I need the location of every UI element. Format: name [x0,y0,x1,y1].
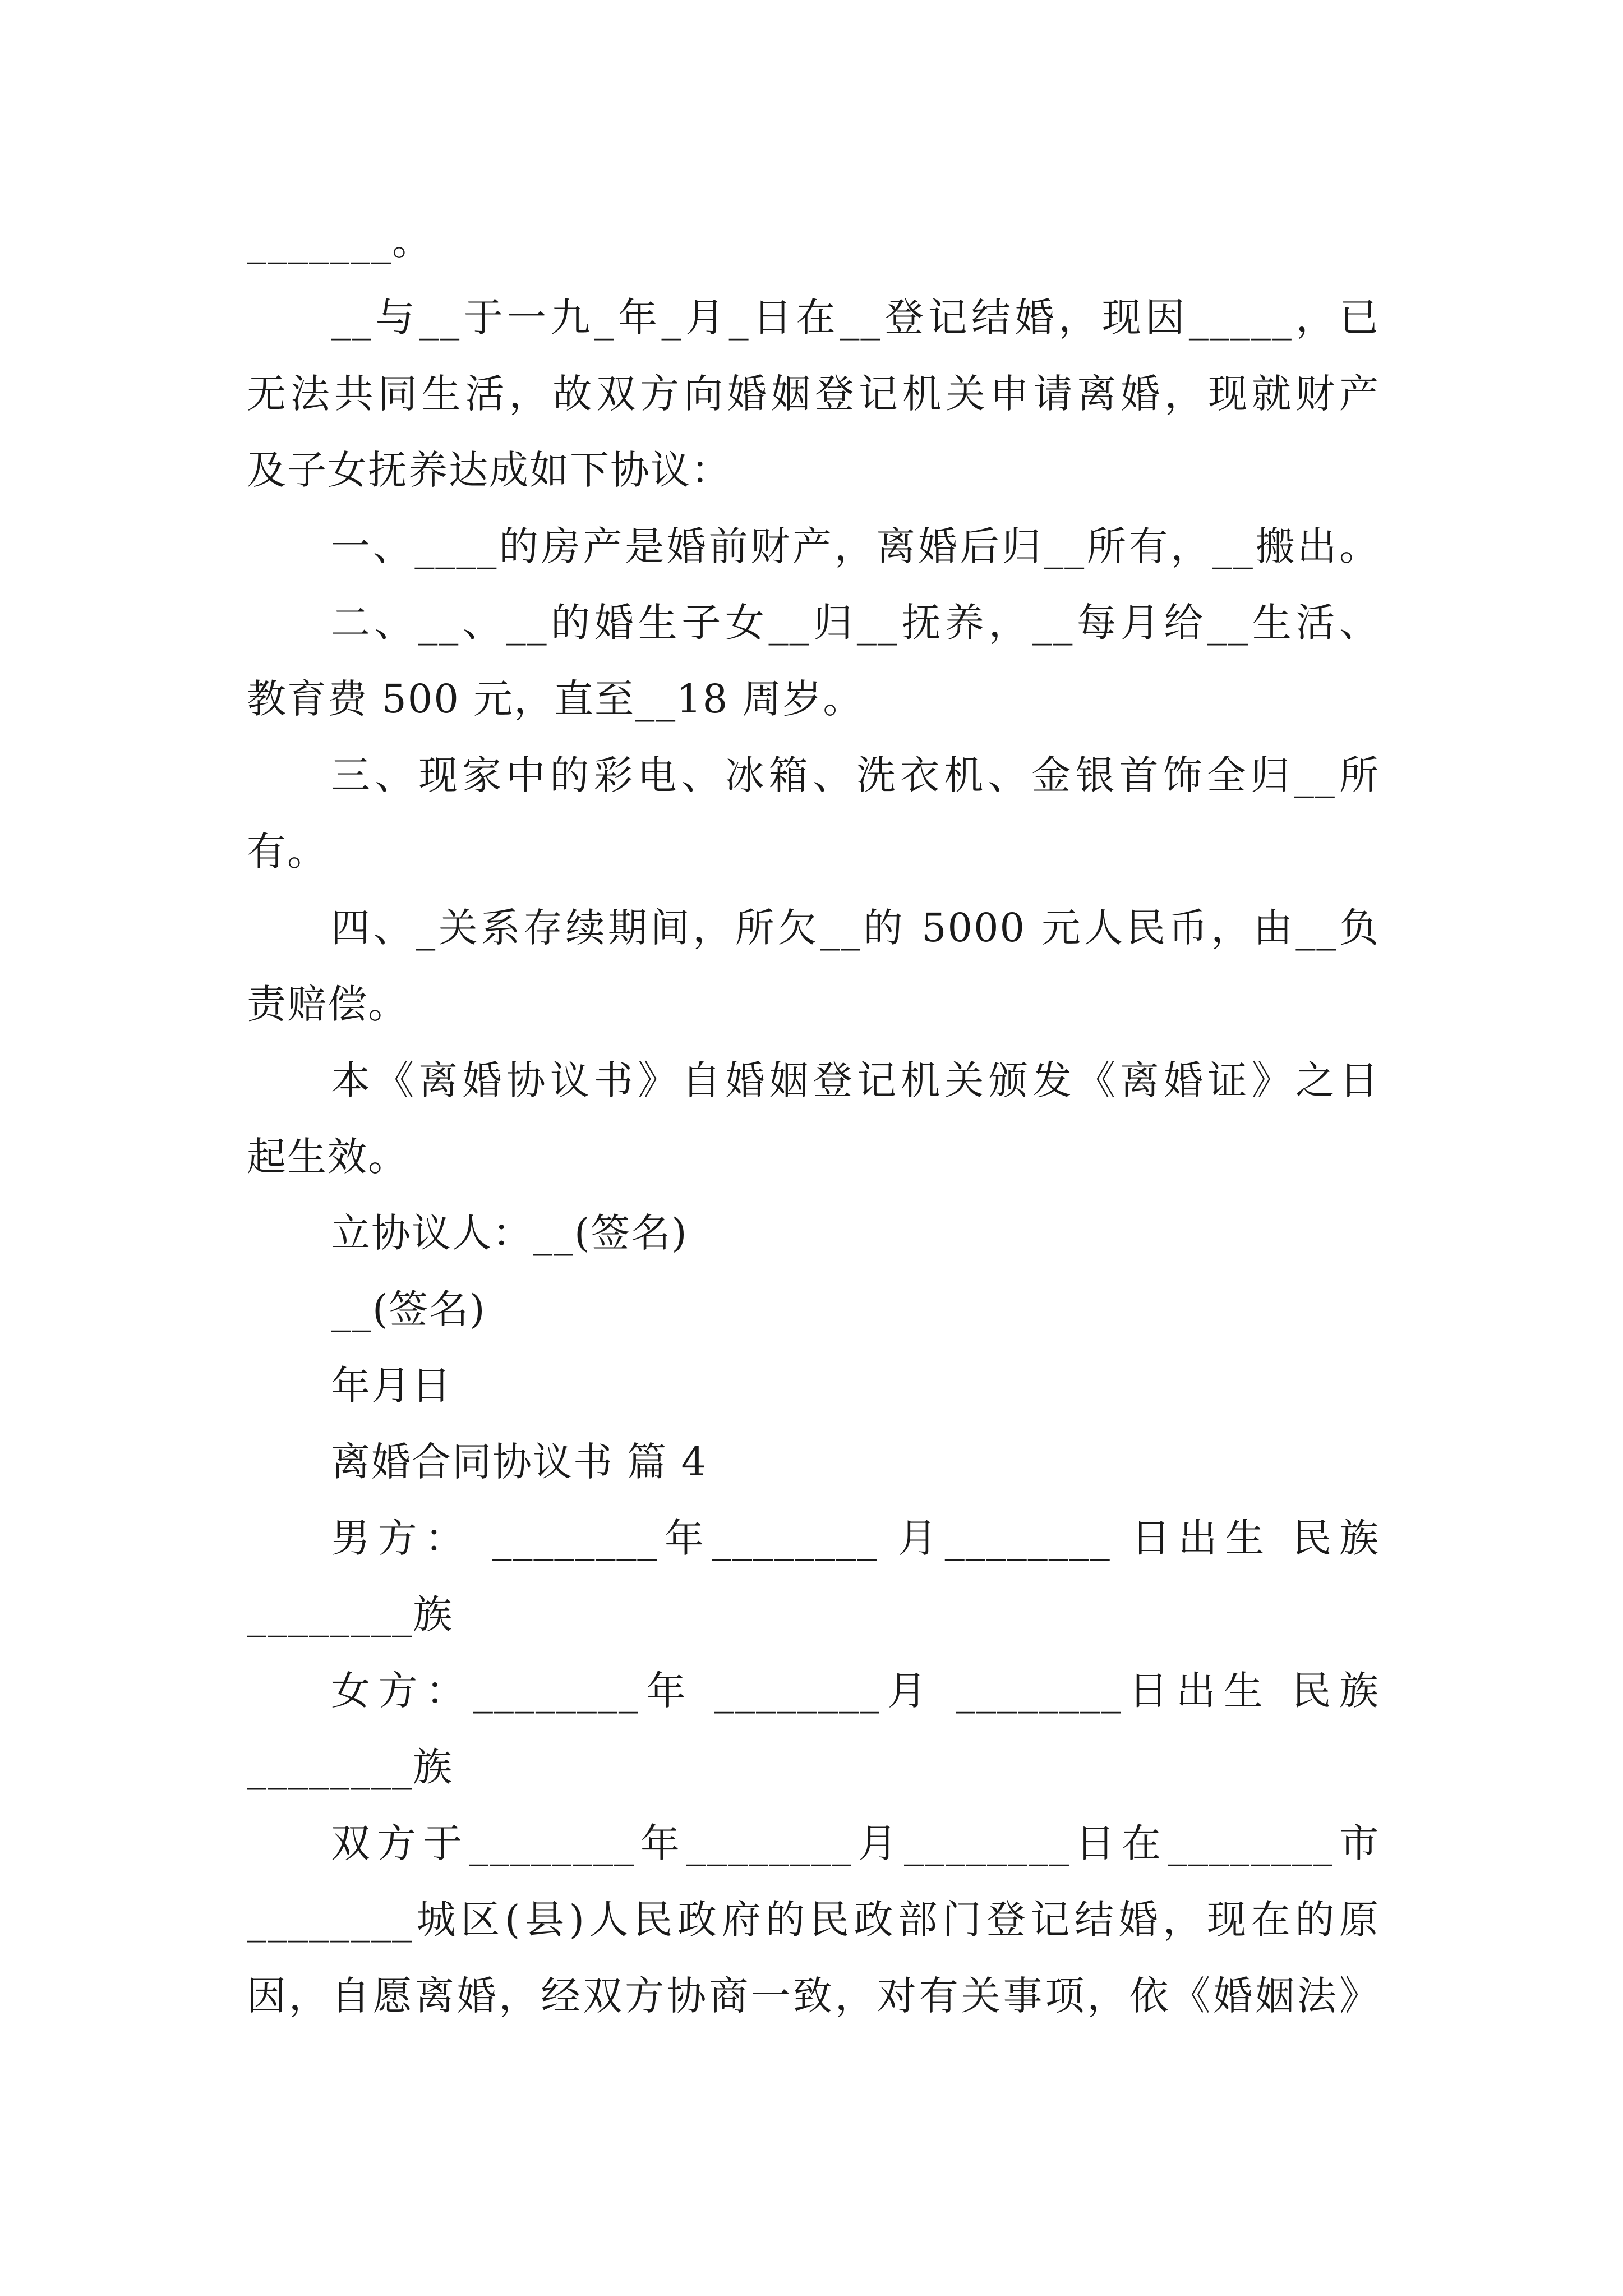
text-line: 因，自愿离婚，经双方协商一致，对有关事项，依《婚姻法》 [247,1973,1380,2019]
text-line: ________族 [247,1744,453,1790]
text-line: 一、____的房产是婚前财产，离婚后归__所有，__搬出。 [331,523,1380,569]
section-heading: 离婚合同协议书 篇 4 [331,1439,708,1485]
text-line: 有。 [247,829,328,875]
text-line: ________族 [247,1591,453,1637]
text-line: __与__于一九_年_月_日在__登记结婚，现因_____，已 [331,295,1380,341]
text-line: 二、__、__的婚生子女__归__抚养，__每月给__生活、 [331,600,1380,646]
text-line: 四、_关系存续期间，所欠__的 5000 元人民币，由__负 [331,905,1380,951]
date-line: 年月日 [331,1363,452,1409]
text-line: _______。 [247,218,432,264]
text-line: 无法共同生活，故双方向婚姻登记机关申请离婚，现就财产 [247,371,1380,417]
text-line: 三、现家中的彩电、冰箱、洗衣机、金银首饰全归__所 [331,752,1380,798]
signatory-line: __(签名) [331,1286,486,1332]
text-line: 责赔偿。 [247,981,408,1027]
text-line: 本《离婚协议书》自婚姻登记机关颁发《离婚证》之日 [331,1057,1380,1103]
signatory-line: 立协议人：__(签名) [331,1210,688,1256]
text-line: 男方： ________年________ 月________ 日出生 民族 [331,1515,1380,1561]
text-line: 教育费 500 元，直至__18 周岁。 [247,676,864,722]
text-line: ________城区(县)人民政府的民政部门登记结婚，现在的原 [247,1897,1380,1943]
text-line: 女方：________年 ________月 ________日出生 民族 [331,1668,1380,1714]
text-line: 双方于________年________月________日在________市 [331,1820,1380,1866]
text-line: 起生效。 [247,1134,408,1180]
text-line: 及子女抚养达成如下协议： [247,447,731,493]
